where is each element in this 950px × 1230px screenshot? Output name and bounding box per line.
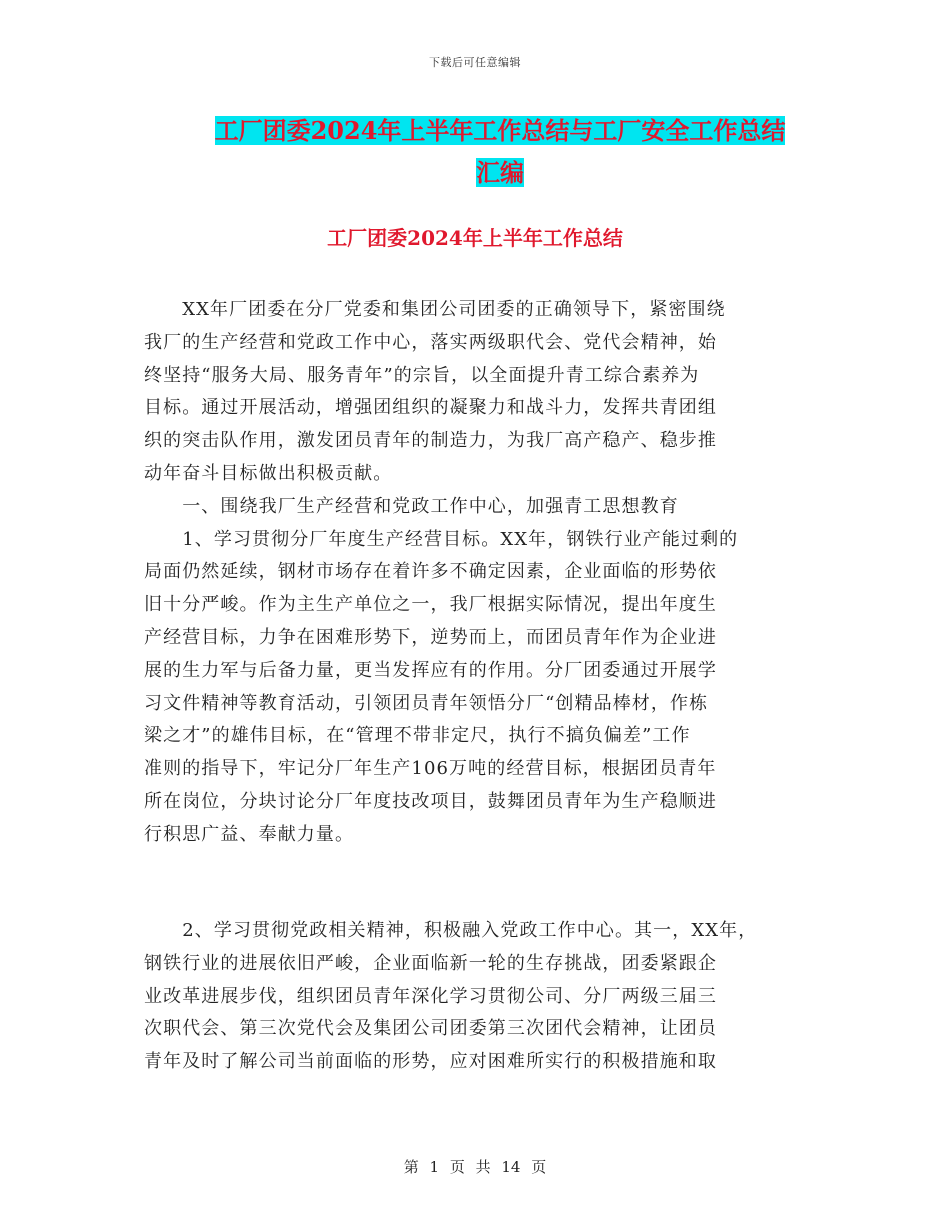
body-line: 展的生力军与后备力量，更当发挥应有的作用。分厂团委通过开展学 <box>144 659 717 681</box>
body-line: 动年奋斗目标做出积极贡献。 <box>144 462 393 484</box>
body-line: 终坚持“服务大局、服务青年”的宗旨，以全面提升青工综合素养为 <box>144 364 700 386</box>
body-line: 业改革进展步伐，组织团员青年深化学习贯彻公司、分厂两级三届三 <box>144 985 717 1007</box>
body-line: 钢铁行业的进展依旧严峻，企业面临新一轮的生存挑战，团委紧跟企 <box>144 952 717 974</box>
document-title-line2 <box>140 156 860 190</box>
body-line: 目标。通过开展活动，增强团组织的凝聚力和战斗力，发挥共青团组 <box>144 397 717 419</box>
section-title: 工厂团委2024年上半年工作总结 <box>327 226 623 250</box>
body-line: 局面仍然延续，钢材市场存在着许多不确定因素，企业面临的形势依 <box>144 561 717 583</box>
body-line: 我厂的生产经营和党政工作中心，落实两级职代会、党代会精神，始 <box>144 331 717 353</box>
body-line: 准则的指导下，牢记分厂年生产106万吨的经营目标，根据团员青年 <box>144 758 717 780</box>
body-line: 次职代会、第三次党代会及集团公司团委第三次团代会精神，让团员 <box>144 1018 717 1040</box>
document-title-line1 <box>140 114 860 148</box>
body-line: 旧十分严峻。作为主生产单位之一，我厂根据实际情况，提出年度生 <box>144 594 717 616</box>
body-line: 习文件精神等教育活动，引领团员青年领悟分厂“创精品棒材，作栋 <box>144 692 709 714</box>
heading-line: 一、围绕我厂生产经营和党政工作中心，加强青工思想教育 <box>144 495 679 517</box>
body-text-block-1 <box>144 294 834 852</box>
body-line: XX年厂团委在分厂党委和集团公司团委的正确领导下，紧密围绕 <box>144 299 726 320</box>
page-footer: 第 1 页 共 14 页 <box>403 1158 547 1176</box>
body-text-block-2 <box>144 915 834 1079</box>
body-line: 1、学习贯彻分厂年度生产经营目标。XX年，钢铁行业产能过剩的 <box>144 528 739 550</box>
body-line: 产经营目标，力争在困难形势下，逆势而上，而团员青年作为企业进 <box>144 626 717 648</box>
document-title-text: 工厂团委2024年上半年工作总结与工厂安全工作总结 <box>214 116 786 145</box>
body-line: 青年及时了解公司当前面临的形势，应对困难所实行的积极措施和取 <box>144 1051 717 1073</box>
body-line: 行积思广益、奉献力量。 <box>144 823 355 845</box>
body-line: 织的突击队作用，激发团员青年的制造力，为我厂高产稳产、稳步推 <box>144 430 717 452</box>
body-line: 2、学习贯彻党政相关精神，积极融入党政工作中心。其一，XX年， <box>144 920 758 941</box>
body-line: 梁之才”的雄伟目标，在“管理不带非定尺，执行不搞负偏差”工作 <box>144 725 691 747</box>
document-title-text-cont: 汇编 <box>476 158 524 187</box>
body-line: 所在岗位，分块讨论分厂年度技改项目，鼓舞团员青年为生产稳顺进 <box>144 790 717 812</box>
header-note: 下载后可任意编辑 <box>429 56 521 69</box>
